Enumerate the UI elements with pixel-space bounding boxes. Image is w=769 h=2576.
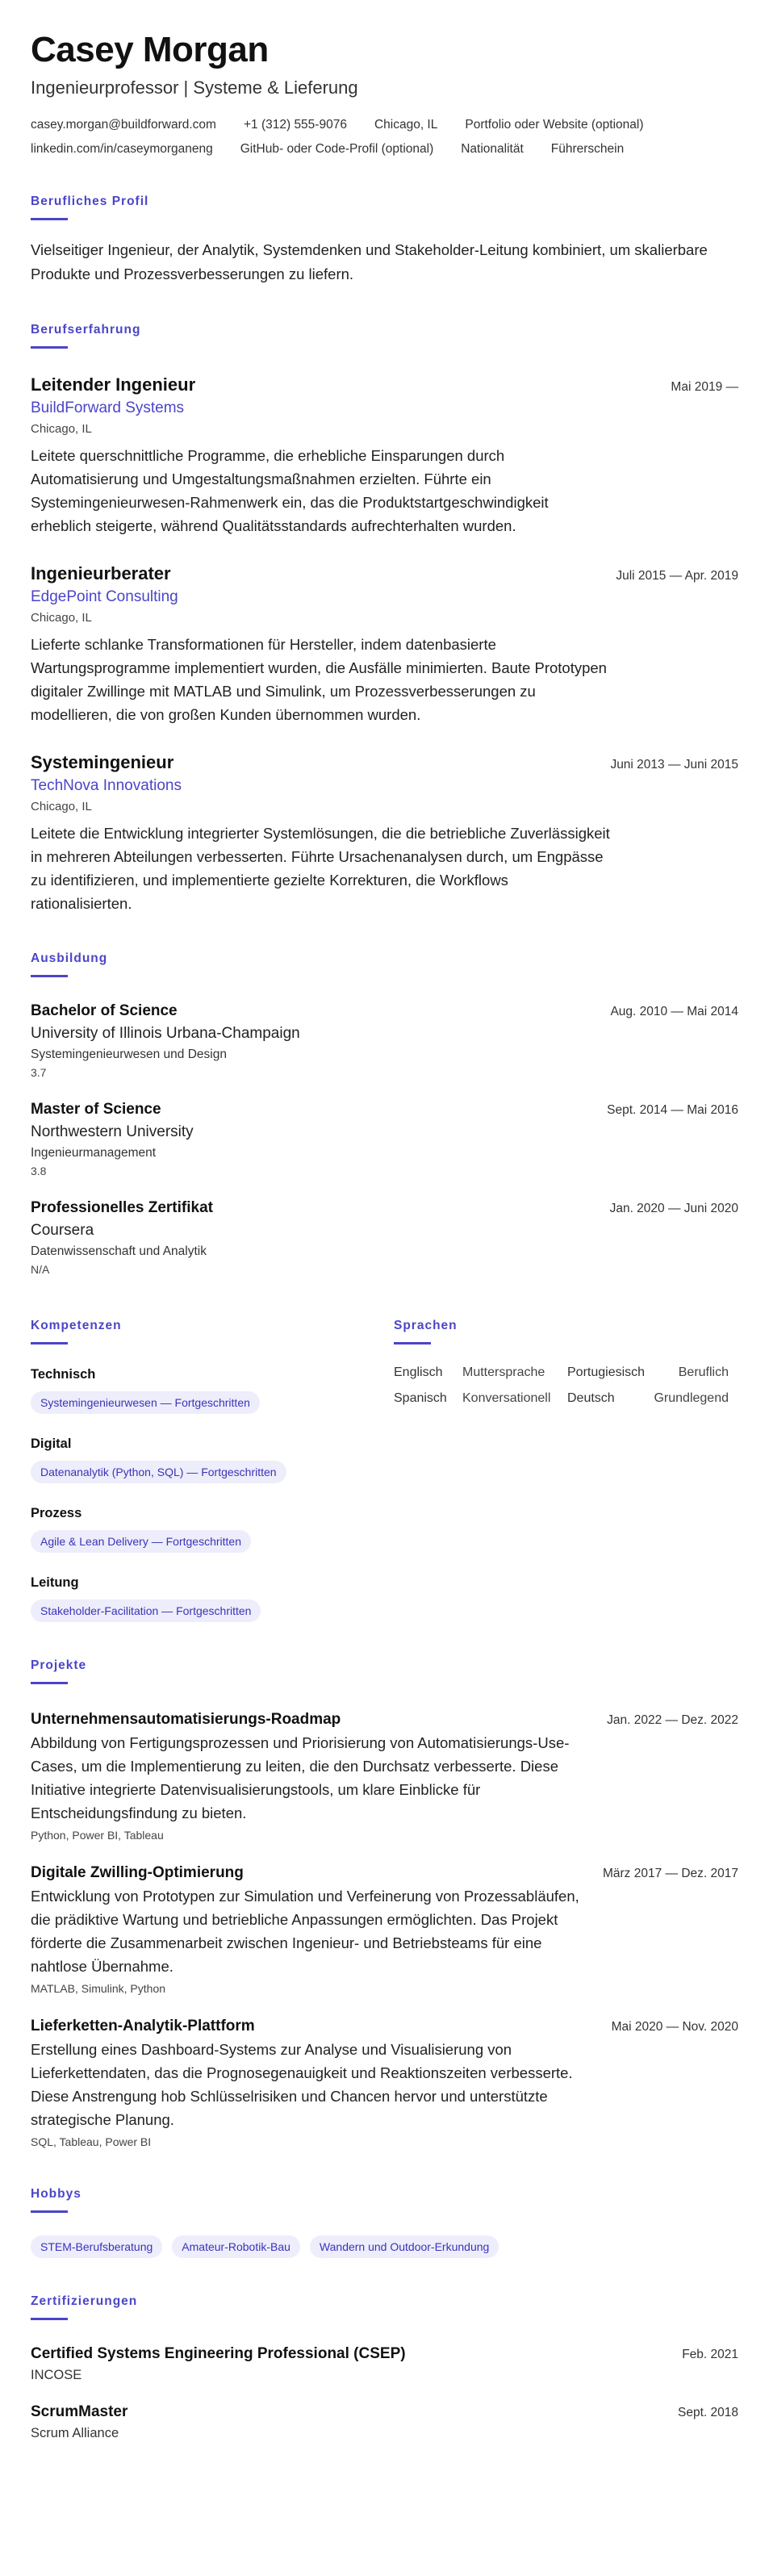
language-name: Englisch [394, 1365, 443, 1379]
profile-summary: Vielseitiger Ingenieur, der Analytik, Systemdenken und Stakeholder-Leitung kombiniert, um skalierbare Produkte und Prozessverbesserungen zu liefern. [31, 241, 708, 282]
cert-name: ScrumMaster [31, 2403, 128, 2420]
skills-section [31, 1318, 394, 1622]
project-title: Unternehmensautomatisierungs-Roadmap [31, 1711, 341, 1728]
section-divider [31, 975, 68, 977]
edu-dates: Sept. 2014 — Mai 2016 [607, 1103, 738, 1117]
job-location: Chicago, IL [31, 800, 92, 813]
section-title: Berufserfahrung [31, 323, 141, 337]
job-description: Leitete die Entwicklung integrierter Systemlösungen, die die betriebliche Zuverlässigkeit in mehreren Abteilungen verbesserten. Führte Ursachenanalysen durch, um Engpässe zu identifizieren, und implementierte gezielte Korrekturen, die Workflows rationalisierten. [31, 825, 610, 912]
job-entry [31, 373, 738, 537]
job-entry [31, 751, 738, 915]
education-section [31, 951, 738, 1278]
job-entry [31, 562, 738, 726]
job-company: EdgePoint Consulting [31, 588, 178, 605]
hobby-chip: Amateur-Robotik-Bau [172, 2235, 300, 2258]
project-description: Entwicklung von Prototypen zur Simulation und Verfeinerung von Prozessabläufen, die prädiktive Wartung und betriebliche Anpassungen ermöglichten. Das Projekt förderte die Zusammenarbeit zwischen Ingenieur- und Betriebsteams für eine nahtlose Übernahme. [31, 1888, 579, 1975]
language-level: Konversationell [462, 1391, 551, 1405]
skill-group-name: Digital [31, 1436, 72, 1451]
edu-degree: Professionelles Zertifikat [31, 1199, 213, 1216]
edu-field: Ingenieurmanagement [31, 1146, 157, 1160]
section-divider [31, 346, 68, 349]
contact-location: Chicago, IL [374, 118, 438, 132]
skill-group-name: Prozess [31, 1506, 82, 1520]
project-tech: SQL, Tableau, Power BI [31, 2135, 152, 2148]
section-divider [31, 218, 68, 220]
education-entry [31, 1000, 738, 1081]
language-level: Muttersprache [462, 1365, 545, 1379]
language-level: Grundlegend [654, 1391, 729, 1405]
job-description: Leitete querschnittliche Programme, die erhebliche Einsparungen durch Automatisierung und Umgestaltungsmaßnahmen erzielten. Führte ein Systemingenieurwesen-Rahmenwerk ein, das die Produktstartgeschwindigkeit erheblich steigerte, während Qualitätsstandards aufrechterhalten wurden. [31, 447, 549, 534]
skill-chip: Systemingenieurwesen — Fortgeschritten [31, 1391, 260, 1414]
edu-field: Systemingenieurwesen und Design [31, 1048, 227, 1061]
job-dates: Juli 2015 — Apr. 2019 [616, 569, 738, 583]
hobby-chip: Wandern und Outdoor-Erkundung [310, 2235, 499, 2258]
contact-github[interactable]: GitHub- oder Code-Profil (optional) [240, 142, 434, 156]
section-divider [31, 1682, 68, 1684]
certifications-section [31, 2294, 738, 2443]
cert-date: Sept. 2018 [678, 2406, 738, 2419]
skill-chip: Datenanalytik (Python, SQL) — Fortgeschritten [31, 1461, 286, 1483]
skills-languages-row [31, 1318, 738, 1622]
job-location: Chicago, IL [31, 611, 92, 625]
skill-group [31, 1574, 394, 1622]
edu-dates: Jan. 2020 — Juni 2020 [609, 1202, 738, 1215]
language-name: Spanisch [394, 1391, 447, 1405]
project-entry [31, 1708, 738, 1844]
contact-email[interactable]: casey.morgan@buildforward.com [31, 118, 216, 132]
language-level: Beruflich [678, 1365, 729, 1379]
edu-school: University of Illinois Urbana-Champaign [31, 1025, 300, 1042]
job-description: Lieferte schlanke Transformationen für Hersteller, indem datenbasierte Wartungsprogramme implementiert wurden, die Ausfälle minimierten. Baute Prototypen digitaler Zwillinge mit MATLAB und Simulink, um Prozessverbesserungen zu modellieren, die von großen Kunden übernommen wurden. [31, 636, 607, 723]
hobby-chip: STEM-Berufsberatung [31, 2235, 162, 2258]
edu-field: Datenwissenschaft und Analytik [31, 1244, 207, 1258]
language-list [394, 1365, 729, 1406]
section-title: Projekte [31, 1658, 87, 1672]
edu-gpa: 3.8 [31, 1165, 47, 1177]
section-title: Hobbys [31, 2187, 81, 2201]
job-company: BuildForward Systems [31, 399, 185, 416]
job-title: Ingenieurberater [31, 563, 171, 583]
contact-nationality: Nationalität [461, 142, 524, 156]
language-name: Deutsch [567, 1391, 615, 1405]
profile-section [31, 194, 738, 286]
contact-portfolio[interactable]: Portfolio oder Website (optional) [465, 118, 644, 132]
edu-gpa: N/A [31, 1263, 50, 1276]
contact-phone[interactable]: +1 (312) 555-9076 [243, 118, 347, 132]
projects-section [31, 1658, 738, 2151]
project-entry [31, 2015, 738, 2151]
certification-entry [31, 2401, 738, 2443]
project-title: Digitale Zwilling-Optimierung [31, 1864, 244, 1881]
section-divider [31, 2318, 68, 2320]
hobby-list [31, 2235, 738, 2258]
cert-issuer: Scrum Alliance [31, 2426, 119, 2440]
project-title: Lieferketten-Analytik-Plattform [31, 2018, 255, 2034]
candidate-name: Casey Morgan [31, 30, 269, 69]
section-divider [31, 2210, 68, 2213]
job-dates: Mai 2019 — [671, 380, 738, 394]
section-divider [31, 1342, 68, 1344]
certification-entry [31, 2343, 738, 2385]
cert-date: Feb. 2021 [682, 2348, 738, 2361]
contact-license: Führerschein [550, 142, 625, 156]
section-title: Sprachen [394, 1319, 458, 1332]
project-tech: MATLAB, Simulink, Python [31, 1982, 166, 1995]
skill-group-name: Technisch [31, 1367, 96, 1382]
project-tech: Python, Power BI, Tableau [31, 1829, 164, 1842]
cert-issuer: INCOSE [31, 2368, 82, 2382]
skill-group [31, 1435, 394, 1483]
contact-list [31, 116, 708, 158]
section-title: Berufliches Profil [31, 194, 149, 208]
language-name: Portugiesisch [567, 1365, 646, 1379]
section-divider [394, 1342, 431, 1344]
edu-school: Northwestern University [31, 1123, 194, 1140]
job-dates: Juni 2013 — Juni 2015 [610, 758, 738, 772]
project-entry [31, 1862, 738, 1997]
section-title: Zertifizierungen [31, 2294, 138, 2308]
project-dates: Jan. 2022 — Dez. 2022 [607, 1713, 738, 1727]
job-title: Systemingenieur [31, 752, 174, 772]
experience-section [31, 322, 738, 915]
hobbies-section [31, 2186, 738, 2258]
job-company: TechNova Innovations [31, 777, 182, 794]
headline: Ingenieurprofessor | Systeme & Lieferung [31, 77, 358, 98]
skill-group [31, 1504, 394, 1553]
education-entry [31, 1098, 738, 1179]
section-title: Kompetenzen [31, 1319, 122, 1332]
edu-degree: Bachelor of Science [31, 1002, 178, 1019]
education-entry [31, 1197, 738, 1278]
skill-chip: Stakeholder-Facilitation — Fortgeschritten [31, 1600, 261, 1622]
job-title: Leitender Ingenieur [31, 374, 196, 395]
project-dates: Mai 2020 — Nov. 2020 [611, 2020, 738, 2034]
skill-group [31, 1365, 394, 1414]
section-title: Ausbildung [31, 951, 108, 965]
edu-degree: Master of Science [31, 1101, 161, 1118]
project-description: Erstellung eines Dashboard-Systems zur Analyse und Visualisierung von Lieferkettendaten, das die Prognosegenauigkeit und Reaktionszeiten verbesserte. Diese Anstrengung hob Schlüsselrisiken und Chancen hervor und unterstützte strategische Planung. [31, 2041, 573, 2128]
languages-section [394, 1318, 729, 1622]
project-description: Abbildung von Fertigungsprozessen und Priorisierung von Automatisierungs-Use-Cases, um die Implementierung zu leiten, die den Durchsatz verbesserte. Diese Initiative integrierte Datenvisualisierungstools, um klare Einblicke für Entscheidungsfindung zu bieten. [31, 1734, 570, 1821]
edu-dates: Aug. 2010 — Mai 2014 [610, 1005, 738, 1018]
edu-school: Coursera [31, 1222, 94, 1239]
project-dates: März 2017 — Dez. 2017 [602, 1867, 738, 1880]
skill-chip: Agile & Lean Delivery — Fortgeschritten [31, 1530, 251, 1553]
skill-group-name: Leitung [31, 1575, 79, 1590]
contact-linkedin[interactable]: linkedin.com/in/caseymorganeng [31, 142, 213, 156]
edu-gpa: 3.7 [31, 1066, 47, 1079]
cert-name: Certified Systems Engineering Professional (CSEP) [31, 2345, 406, 2362]
resume-header [31, 27, 738, 158]
job-location: Chicago, IL [31, 422, 92, 436]
